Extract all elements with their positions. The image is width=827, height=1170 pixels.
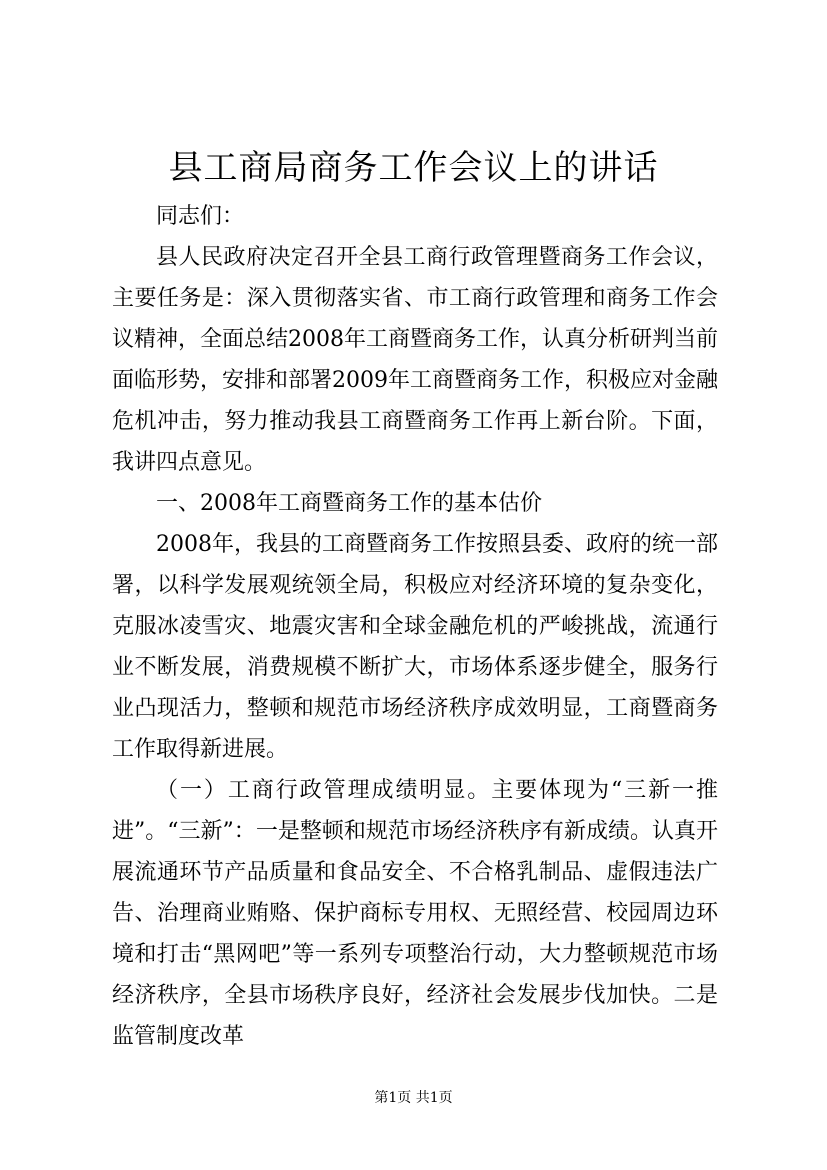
section-heading: 一、2008年工商暨商务工作的基本估价 xyxy=(156,491,542,516)
intro-paragraph: 县人民政府决定召开全县工商行政管理暨商务工作会议，主要任务是：深入贯彻落实省、市工商行政管理和商务工作会议精神，全面总结2008年工商暨商务工作，认真分析研判当前面临形势，安排和部署2009年工商暨商务工作，积极应对金融危机冲击，努力推动我县工商暨商务工作再上新台阶。下面，我讲四点意见。 xyxy=(112,245,718,475)
subsection-paragraph: （一）工商行政管理成绩明显。主要体现为“三新一推进”。“三新”：一是整顿和规范市场经济秩序有新成绩。认真开展流通环节产品质量和食品安全、不合格乳制品、虚假违法广告、治理商业贿赂、保护商标专用权、无照经营、校园周边环境和打击“黑网吧”等一系列专项整治行动，大力整顿规范市场经济秩序，全县市场秩序良好，经济社会发展步伐加快。二是监管制度改革 xyxy=(112,778,718,1049)
salutation-paragraph: 同志们： xyxy=(156,204,245,229)
summary-paragraph: 2008年，我县的工商暨商务工作按照县委、政府的统一部署，以科学发展观统领全局，积极应对经济环境的复杂变化，克服冰凌雪灾、地震灾害和全球金融危机的严峻挑战，流通行业不断发展，消费规模不断扩大，市场体系逐步健全，服务行业凸现活力，整顿和规范市场经济秩序成效明显，工商暨商务工作取得新进展。 xyxy=(112,532,718,762)
document-body xyxy=(112,196,718,1057)
page-footer: 第1页 共1页 xyxy=(374,1090,453,1106)
document-title: 县工商局商务工作会议上的讲话 xyxy=(168,148,659,188)
